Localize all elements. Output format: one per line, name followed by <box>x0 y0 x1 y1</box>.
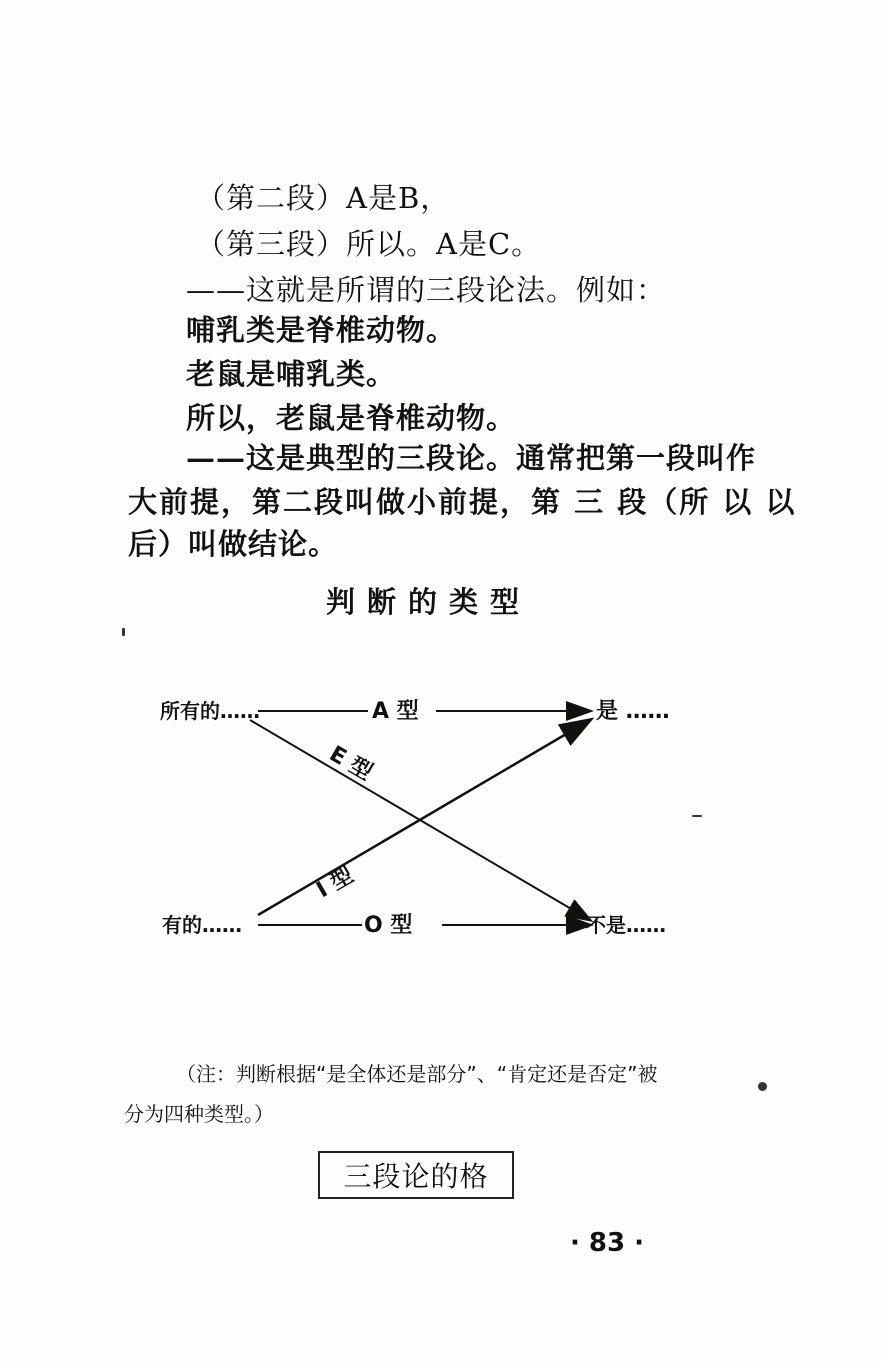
text-line: 老鼠是哺乳类。 <box>186 357 397 391</box>
ink-speck <box>692 815 702 817</box>
label-all: 所有的…… <box>160 699 260 723</box>
label-type-o: O 型 <box>364 913 413 938</box>
label-type-i: I 型 <box>312 862 358 904</box>
ink-speck <box>122 628 125 636</box>
section-title-box: 三段论的格 <box>318 1151 514 1199</box>
note-text: 分为四种类型。） <box>124 1102 274 1126</box>
label-is-not: 不是…… <box>586 913 666 937</box>
label-some: 有的…… <box>162 913 242 937</box>
text-line: （第二段）A是B， <box>196 181 451 215</box>
page-number: · 83 · <box>570 1228 645 1258</box>
arrow-i <box>258 720 590 915</box>
note-text: （注：判断根据“是全体还是部分”、“肯定还是否定”被 <box>176 1062 658 1086</box>
label-is: 是 …… <box>596 699 670 724</box>
text-line: 哺乳类是脊椎动物。 <box>186 313 457 347</box>
figure-heading: 判断的类型 <box>326 585 532 619</box>
text-line: 后）叫做结论。 <box>128 527 339 561</box>
text-line: ——这是典型的三段论。通常把第一段叫作 <box>186 441 757 475</box>
ink-speck <box>758 1082 767 1091</box>
judgment-types-diagram <box>150 670 710 970</box>
text-line: ——这就是所谓的三段论法。例如： <box>186 273 667 307</box>
text-line: （第三段）所以。A是C。 <box>196 227 542 261</box>
label-type-e: E 型 <box>325 741 377 786</box>
label-type-a: A 型 <box>372 699 419 724</box>
text-line: 所以，老鼠是脊椎动物。 <box>186 401 517 435</box>
text-line: 大前提，第二段叫做小前提，第 三 段（所 以 以 <box>128 485 797 519</box>
